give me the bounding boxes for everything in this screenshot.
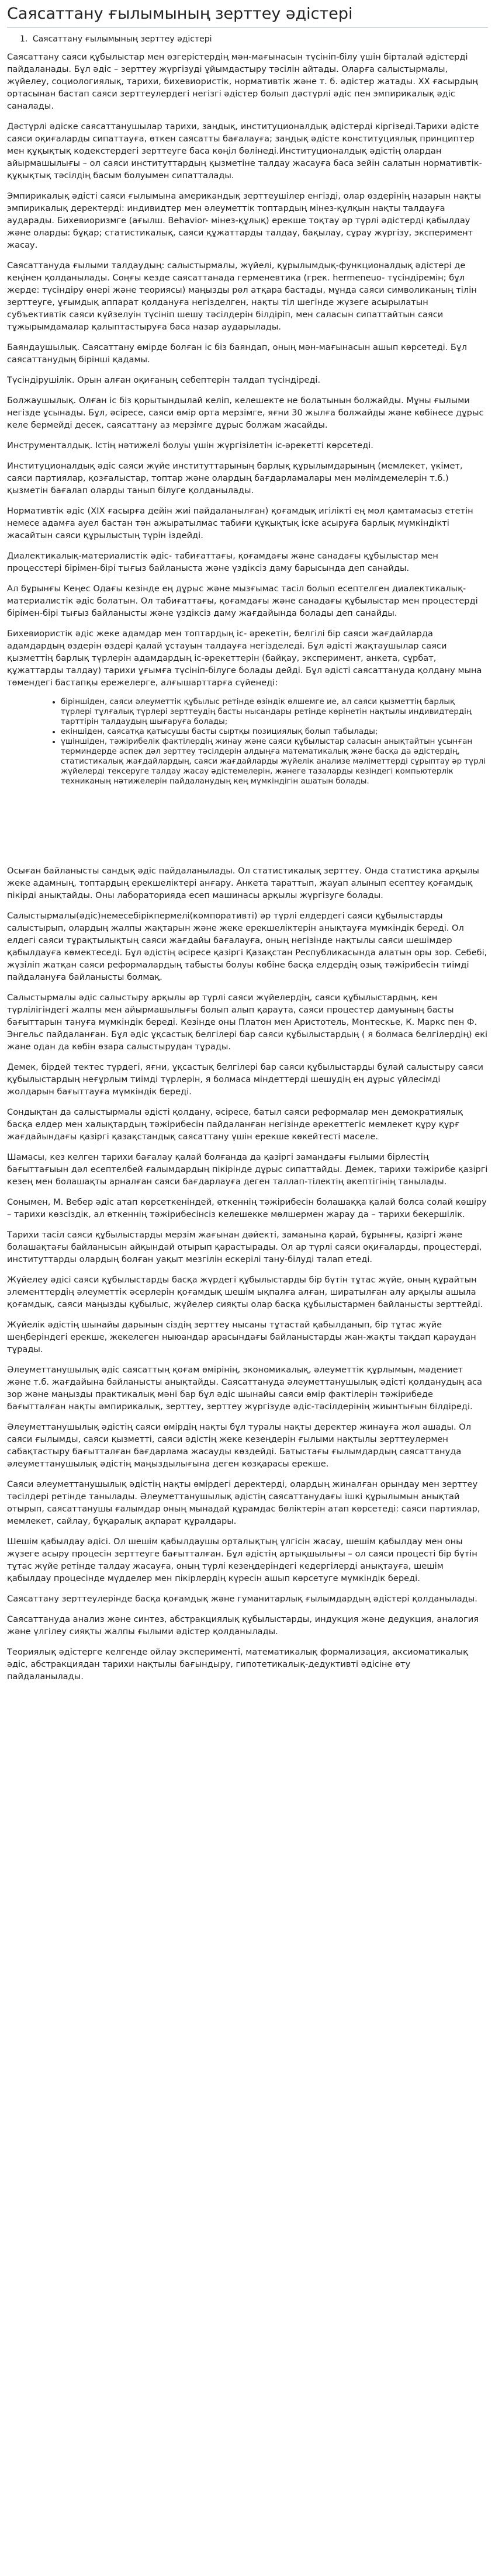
paragraph: Саясаттануда ғылыми талдаудың: салыстырмалы, жүйелі, құрылымдық-функционалдық әдістері де кеңінен қолданылады. Соңғы кезде саясаттанада герменевтика (грек. hermeneuo- түсіндіремін; бұл жерде: түсіндіру өнері және теориясы) маңызды рөл атқара бастады, мұнда саяси символиканың тілін зерттеуге, ұғымдық аппарат қолдануға негізделген, нақты тіл шегінде жүзеге асырылатын субъективтік саяси күйзелуін түсініп шешу тәсілдерін білдіріп, мен саласын сипаттайтын саяси тұжырымдамалар қалыптастыруға баса назар аударылады. xyxy=(7,261,477,332)
paragraph: Сондықтан да салыстырмалы әдісті қолдану, әсіресе, батыл саяси реформалар мен демократиялық басқа елдер мен халықтардың тәжірибесін пайдаланған негізінде әрекеттегіс мемлекет құру құрғ жағдайындағы қазіргі қазақстандық саясаттану үшін ерекше көкейтесті маселе. xyxy=(7,1107,463,1142)
table-of-contents xyxy=(7,33,488,45)
paragraph: Инструменталдық. Істің нәтижелі болуы үшін жүргізілетін іс-әрекетті көрсетеді. xyxy=(7,441,373,450)
bullet-list xyxy=(7,697,488,786)
paragraph: Эмпирикалық әдісті саяси ғылымына американдық зерттеушілер енгізді, олар өздерінің назарын нақты эмпирикалық деректерді: индивидтер мен әлеуметтік топтардың мінез-құлқын нақты талдауға аударады. Бихевиоризмге (ағылш. Behavior- мінез-құлық) ерекше тоқтау әр түрлі әдістерді қабылдау және оларды: бұқар; статистикалық, саяси құжаттарды талдау, бақылау, сұрау жүргізу, эксперимент жасау. xyxy=(7,191,482,250)
paragraph: Саясаттануда анализ және синтез, абстракциялық құбылыстарды, индукция және дедукция, аналогия және үлгілеу сияқты жалпы ғылыми әдістер қолданылады. xyxy=(7,1614,479,1637)
paragraph: Түсіндірушілік. Орын алған оқиғаның себептерін талдап түсіндіреді. xyxy=(7,375,321,385)
paragraph: Саясаттану саяси құбылыстар мен өзгерістердің мән-мағынасын түсініп-білу үшін бірталай әдістерді пайдаланады. Бұл әдіс – зерттеу жүргізуді ұйымдастыру тәсілін айтады. Оларға салыстырмалы, жүйелеу, социологиялық, тарихи, бихевиористік, нормативтік және т. б. әдістер жатады. ХХ ғасырдың ортасынан бастап саяси зерттеулердегі негізгі әдістер болып дәстүрлі әдіс пен эмпирикалық әдіс саналады. xyxy=(7,52,478,111)
list-item: • екіншіден, саясатқа қатысушы басты сыртқы позициялық болып табылады; xyxy=(61,727,488,737)
paragraph: Нормативтік әдіс (XIX ғасырға дейін жиі пайдаланылған) қоғамдық игілікті ең мол қамтамасыз ететін немесе адамға ауел бастан тән ажыратылмас табиғи құқықтық іске асыруға барлық мүмкіндікті жасайтын саяси құрылыстың түрін іздейді. xyxy=(7,506,473,540)
paragraph: Саяси әлеуметтанушылық әдістің нақты өмірдегі деректерді, олардың жиналған орындау мен зерттеу тәсілдері ретінде танылады. Әлеуметтанушылық әдістің саясаттанудағы ішкі құрылымын анықтай отырып, саясаттанушы ғалымдар оның мынадай құрамдас бөліктерін атап көрсетеді: саяси партиялар, мемлекет, сайлау, бұқаралық ақпарат құралдары. xyxy=(7,1479,480,1526)
paragraph: Диалектикалық-материалистік әдіс- табиғаттағы, қоғамдағы және санадағы құбылыстар мен процесстері бірімен-бірі тығыз байланыста және үздіксіз даму барысында деп санайды. xyxy=(7,551,438,573)
paragraph: Осыған байланысты сандық әдіс пайдаланылады. Ол статистикалық зерттеу. Онда статистика арқылы жеке адамның, топтардың ерекшеліктері анғару. Анкета тараттып, жауап алынып есептеу қоғамдық пікірді анықтайды. Оны лабораторияда есеп машинасы арқылы жүргізуге болады. xyxy=(7,866,479,900)
paragraph: Институционалдық әдіс саяси жүйе институттарының барлық құрылымдарының (мемлекет, үкімет, саяси партиялар, қозғалыстар, топтар және олардың бағдарламалары мен мәлімдемелерін т.б.) қызметін бағалап оларды танып білуге қолданылады. xyxy=(7,461,463,495)
toc-item-link[interactable]: Саясаттану ғылымының зерттеу әдістері xyxy=(32,34,212,44)
paragraph: Салыстырмалы әдіс салыстыру арқылы әр түрлі саяси жүйелердің, саяси құбылыстардың, кен түрлілігіндегі жалпы мен айырмашылығы болып алып қараута, саяси процестер дамуының басты бағыттарын тануға мүмкіндік береді. Кезінде оны Платон мен Аристотель, Монтескье, К. Маркс пен Ф. Энгельс пайдаланған. Бұл әдіс ұқсастық белгілері бар саяси құбылыстардың ( я болмаса белгілердің) екі жане одан да көбін өзара салыстырудан тұрады. xyxy=(7,993,488,1052)
paragraph: Жүйелеу әдісі саяси құбылыстарды басқа жүрдегі құбылыстарды бір бүтін тұтас жүйе, оның құрайтын элементтердің әлеуметтік әсерлерін қоғамдық шешім ықпалға алған, ширатылған алу арқылы ашыла қоғамдық, саяси маңызды құбылыс, жүйелер сияқты олар басқа құбылыстармен байланысты зерттейді. xyxy=(7,1275,483,1309)
paragraph: Саясаттану зерттеулерінде басқа қоғамдық және гуманитарлық ғылымдардың әдістері қолданылады. xyxy=(7,1594,477,1604)
paragraph: Баяндаушылық. Саясаттану өмірде болған іс біз баяндап, оның мән-мағынасын ашып көрсетеді. Бұл саясаттанудың бірінші қадамы. xyxy=(7,342,467,365)
toc-item-number: 1. xyxy=(20,34,28,44)
paragraph: Жүйелік әдістің шынайы дарынын сіздің зерттеу нысаны тұтастай қабылданып, бір тұтас жүйе шеңберіндегі ерекше, жекелеген ныюандар арасындағы байланыстарды жан-жақты тақдап қараудан тұрады. xyxy=(7,1320,476,1354)
paragraph: Бихевиористік әдіс жеке адамдар мен топтардың іс- әрекетін, белгілі бір саяси жағдайларда адамдардың өздерін өздері қалай ұстауын талдауға негізделеді. Бұл әдісті жақтаушылар саяси қызметтің барлық түрлерін адамдардың іс-әрекеттерін (байқау, эксперимент, анкета, сұрбат, құжаттарды талдау) тарихи ұғымға түсініп-білуге болады дейді. Бұл әдісті саясаттануда қолдану мына төмендегі бастапқы ережелерге, алғышарттарға сүйенеді: xyxy=(7,629,482,688)
paragraph: Әлеуметтанушылық әдістің саяси өмірдің нақты бұл туралы нақты деректер жинауға жол ашады. Ол саяси ғылымды, саяси қызметті, саяси әдістің жеке кезеңдерін ғылыми нақтылы зерттеулермен сабақтастыру бағытталған бағдарлама жасауды көздейді. Батыстағы ғылымдардың саясаттануда әлеуметтанушылық әдістің маңыздылығына деген көзқарасы ерекше. xyxy=(7,1422,472,1469)
paragraph: Салыстырмалы(әдіс)немесебірікпермелі(компоративтi) әр түрлі елдердегі саяси құбылыстарды салыстырып, олардың жалпы жақтарын және жеке ерекшеліктерін анықтауға мүмкіндік береді. Ол елдегі саяси тұрақтылықтың саяси жағдайы бағалауға, оның негізінде нақтылы саяси шешімдер қабылдауға көмектеседі. Бұл әдістің әсіресе қазіргі Қазақстан Республикасында алатын оры зор. Себебі, жүзіліп жатқан саяси реформалардың табысты болуы көбіне басқа елдердің озық тәжірибесін тиімді пайдалануға байланысты болмақ. xyxy=(7,911,487,982)
paragraph: Демек, бірдей тектес түрдегі, яғни, ұқсастық белгілері бар саяси құбылыстарды бұлай салыстыру саяси құбылыстардың неғұрлым тиімді түрлерін, я болмаса мiндеттердi шешудiң ең дұрыс үйлесімдi жолдарын бағыттауға мүмкіндік береді. xyxy=(7,1062,484,1097)
toc-item[interactable] xyxy=(20,33,488,45)
blank-space xyxy=(7,795,488,865)
paragraph: Ал бұрынғы Кеңес Одағы кезінде ең дұрыс және мызғымас тасіл болып есептелген диалектикалық-материалистік әдіс болатын. Ол табиғаттағы, қоғамдағы және санадағы құбылыстар мен процестерді бірімен-бірі тығыз байланысты және үздіксіз даму жағдайында болады деп санайды. xyxy=(7,584,478,618)
paragraph: Шамасы, кез келген тарихи бағалау қалай болғанда да қазіргі замандағы ғылыми бірлестің бағыттағыын дәл есептелбей ғалымдардың пікірінде дұрыс сипаттайды. Демек, тарихи тәжірибе қазіргі кезең мен болашақты арналған саяси бағдарлауға деген таллап-тілектің әкептігінің танылады. xyxy=(7,1152,488,1187)
paragraph: Сонымен, М. Вебер әдіс атап көрсеткеніндей, өткеннің тәжірибесін болашаққа қалай болса солай көшіру – тарихи көзсіздік, ал өткеннің тәжірибесінсіз келешекке мөлшермен жарау да – тарихи бекершілік. xyxy=(7,1197,487,1219)
paragraph: Болжаушылық. Олған іс біз қорытындылай келіп, келешекте не болатынын болжайды. Мұны ғылыми негізде ұсынады. Бұл, әсіресе, саяси өмір орта мерзімге, яғни 30 жылға болжайды және көбінесе дұрыс келе бермейді десек, саясаттану аз мерзімге дұрыс болжам жасайды. xyxy=(7,396,484,430)
list-item: • үшіншіден, тәжірибелік фактілердің жинау және саяси құбылыстар саласын анықтайтын ұсынған терминдерде аспек дәл зерттеу тәсілдерін алдыңға математикалық және басқа да әдістердің, статистикалық жағдайлардың, саяси жағдайларды жүйелік анализе мәліметтерді сұрыптау әр түрлі жүйелерді тексеруге талдау жасау әдістемелерін, жәнеге тазаларды кезіндегі компьютерлік техниканың нәтижелерін пайдаланудың кең мүмкіндігін ашатын болады. xyxy=(61,737,488,786)
paragraph: Дәстүрлі әдіске саясаттанушылар тарихи, заңдық, институционалдық әдістерді кіргізеді.Тарихи әдісте саяси оқиғаларды сипаттауға, өткен саясатты бағалауға; заңдық әдісте конституциялық принциптер мен құқықтық кодекстердегі зерттеуге баса көңіл бөлінеді.Институционалдық әдістің олардан айырмашылығы – ол саяси институттардың қызметіне талдау жасауға баса зейін салатын нормативтік-құқықтық тәсілдің басым болуымен сипатталады. xyxy=(7,122,482,181)
page-title: Саясаттану ғылымының зерттеу әдістері xyxy=(7,5,488,27)
paragraph: Теориялық әдістерге келгенде ойлау эксперименті, математикалық формализация, аксиоматикалық әдіс, абстракциядан тарихи нақтылы бағындыру, гипотетикалық-дедуктивті әдісіне өту пайдаланылады. xyxy=(7,1647,468,1681)
body-before-list xyxy=(7,51,488,689)
paragraph: Әлеуметтанушылық әдіс саясаттың қоғам өмiрiнiң, экономикалық, әлеуметтік құрлымын, мәдениет және т.б. жағдайына байланысты анықтайды. Саясаттануда әлеуметтанушылық әдісті қолданудың аса зор және маңызды практикалық мәні бар бұл әдіс шынайы саяси өмір фактілерін тәжірибеде бағытталған нақты әмпирикалық, зерттеу, зерттеу жүргізуде әдіс-тәсілдерінің жиынтығын білдіреді. xyxy=(7,1365,482,1412)
paragraph: Шешім қабылдау әдісі. Ол шешім қабылдаушы орталықтың үлгісін жасау, шешім қабылдау мен оны жүзеге асыру процесін зерттеуге бағытталған. Бұл әдістің артықшылығы – ол саяси процесті бір бүтін тұтас жүйе ретінде талдау жасауға, оның түрлі кезеңдеріндегі кедергілерді анықтауға, шешім қабылдау процесінде мүдделер мен пікірлердің күресін ашып көрсетуге мүмкіндік береді. xyxy=(7,1537,477,1583)
body-after-list xyxy=(7,865,488,1683)
paragraph: Тарихи тасіл саяси құбылыстарды мерзім жағынан дәйекті, заманына қарай, бұрынғы, қазіргі және болашақтағы байланысын айқындай отырып қарастырады. Ол ар түрлі саяси оқиғаларды, процестерді, институттарды олардың болған уақыт мезгілін ескерілі тану-білуді талап етеді. xyxy=(7,1230,482,1264)
list-item: • біріншіден, саяси әлеуметтік құбылыс ретінде өзіндік өлшемге ие, ал саяси қызметтің барлық түрлері тұлғалық түрлері зерттеудің басты нысандары ретінде көрінетін нақтылы индивидтердің тарттірін талдаудың шығаруға болады; xyxy=(61,697,488,727)
